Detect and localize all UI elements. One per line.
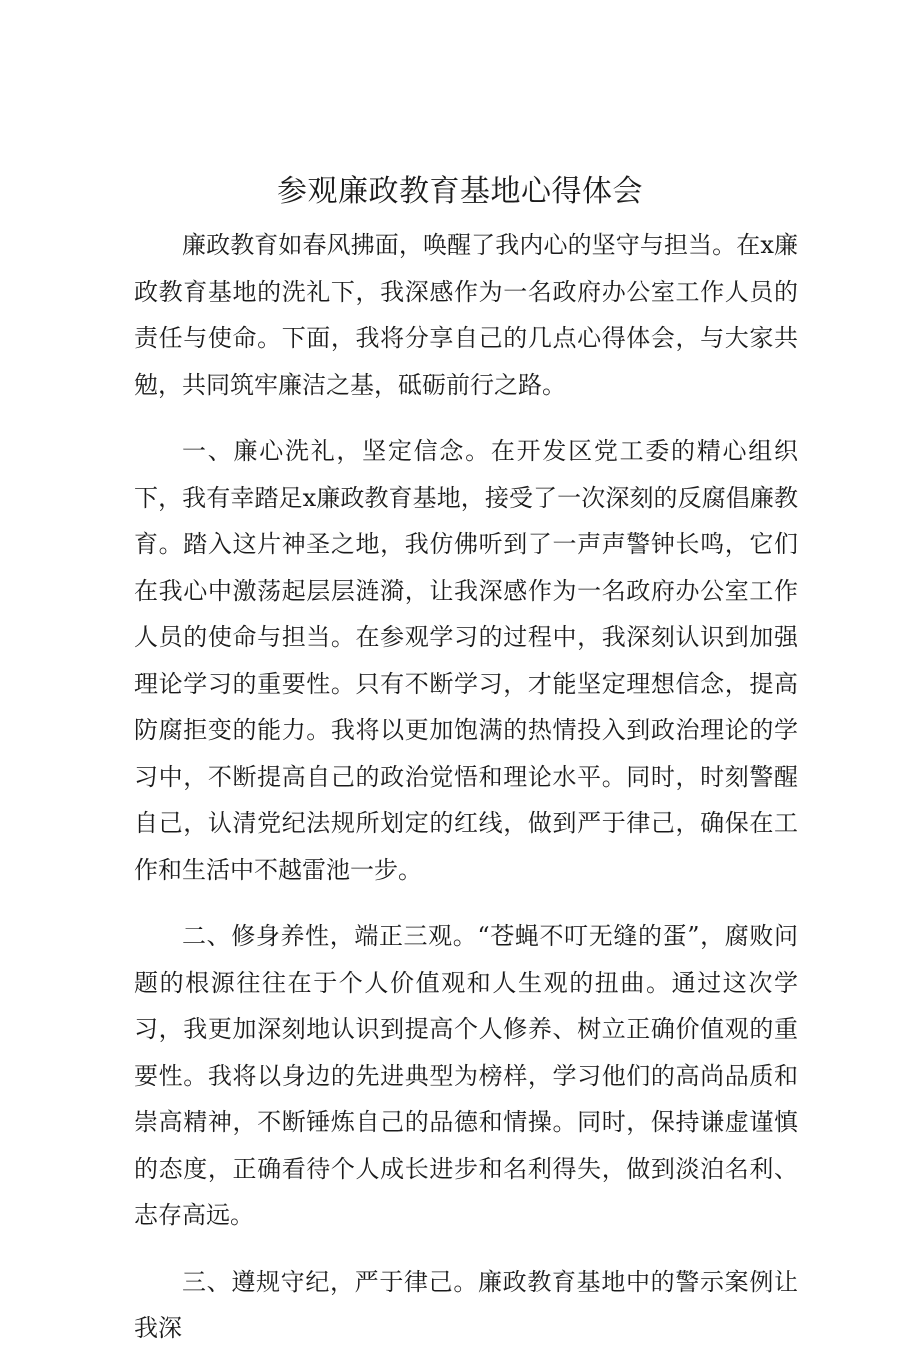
paragraph-intro: 廉政教育如春风拂面，唤醒了我内心的坚守与担当。在x廉政教育基地的洗礼下，我深感作为一名政府办公室工作人员的责任与使命。下面，我将分享自己的几点心得体会，与大家共勉，共同筑牢廉洁之基，砥砺前行之路。: [134, 231, 798, 399]
paragraph-section-3: 三、遵规守纪，严于律己。廉政教育基地中的警示案例让我深: [134, 1267, 798, 1342]
document-body: [134, 222, 798, 1372]
document-title: 参观廉政教育基地心得体会: [277, 174, 643, 209]
paragraph-section-2: 二、修身养性，端正三观。“苍蝇不叮无缝的蛋”，腐败问题的根源往往在于个人价值观和人生观的扭曲。通过这次学习，我更加深刻地认识到提高个人修养、树立正确价值观的重要性。我将以身边的先进典型为榜样，学习他们的高尚品质和崇高精神，不断锤炼自己的品德和情操。同时，保持谦虚谨慎的态度，正确看待个人成长进步和名利得失，做到淡泊名利、志存高远。: [134, 922, 798, 1229]
paragraph-section-1: 一、廉心洗礼，坚定信念。在开发区党工委的精心组织下，我有幸踏足x廉政教育基地，接受了一次深刻的反腐倡廉教育。踏入这片神圣之地，我仿佛听到了一声声警钟长鸣，它们在我心中激荡起层层涟漪，让我深感作为一名政府办公室工作人员的使命与担当。在参观学习的过程中，我深刻认识到加强理论学习的重要性。只有不断学习，才能坚定理想信念，提高防腐拒变的能力。我将以更加饱满的热情投入到政治理论的学习中，不断提高自己的政治觉悟和理论水平。同时，时刻警醒自己，认清党纪法规所划定的红线，做到严于律己，确保在工作和生活中不越雷池一步。: [134, 437, 798, 884]
